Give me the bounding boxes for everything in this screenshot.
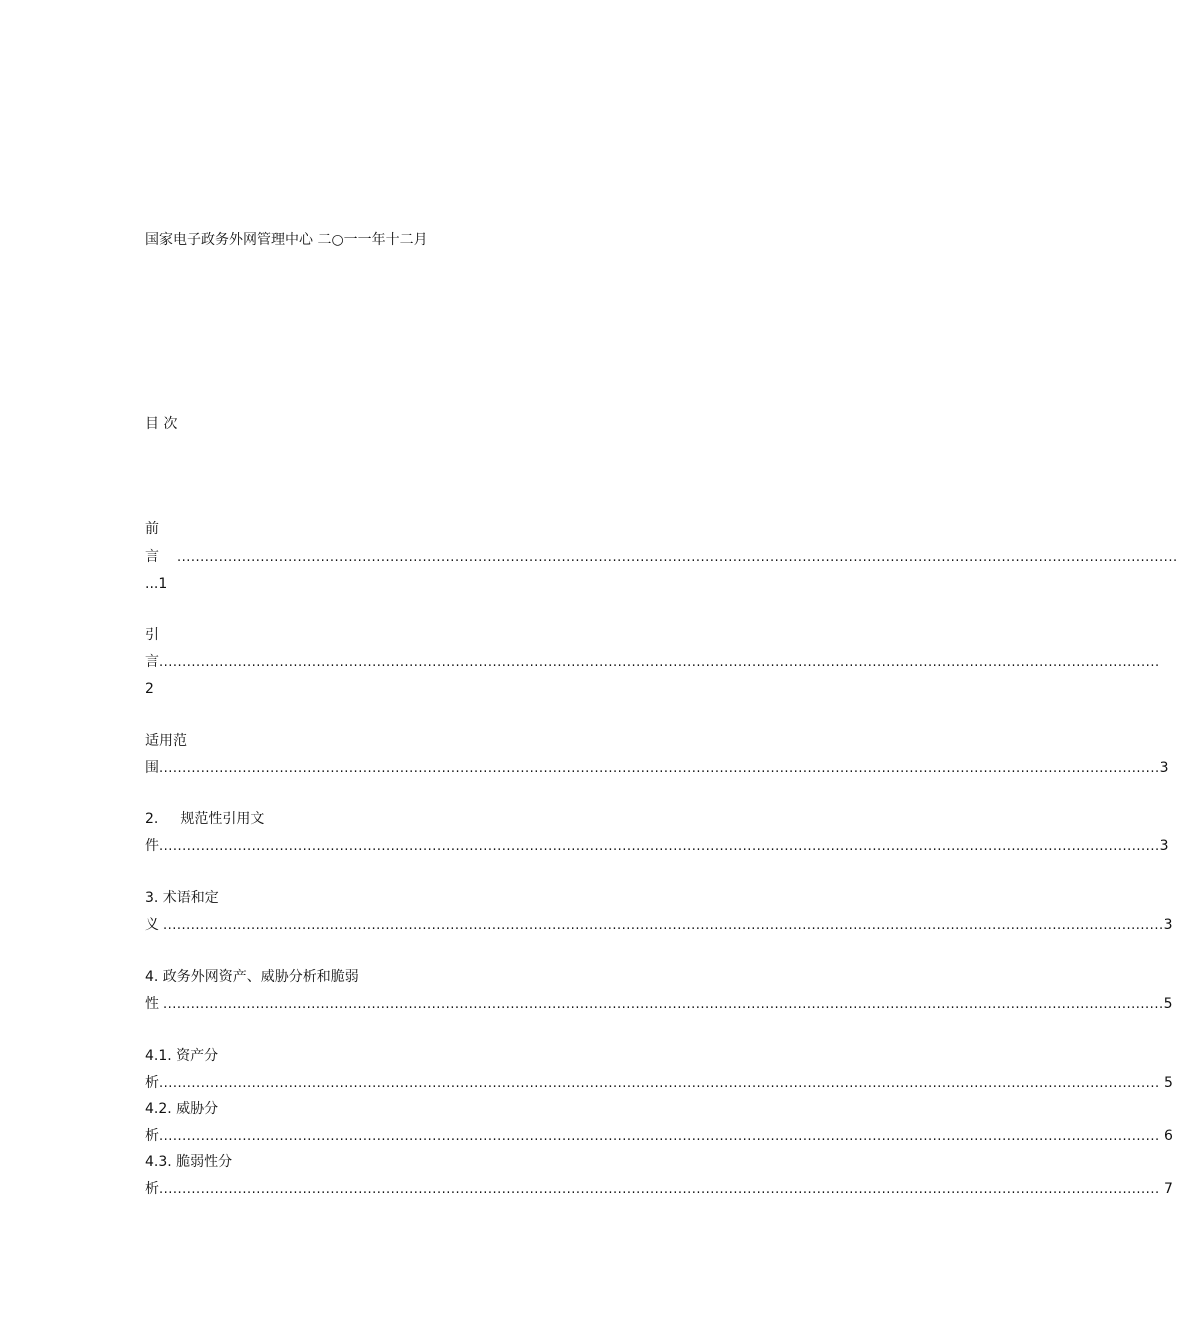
toc-entry-intro-line2 [145,653,1160,671]
toc-entry-lead: 析 [145,1128,159,1144]
toc-entry-number: 2. [145,811,159,827]
toc-entry-lead: 析 [145,1181,159,1197]
toc-entry-lead: 围 [145,760,159,776]
toc-leader-dots: ........................................................................................................................................................................................................................ [159,1129,1160,1144]
toc-leader-dots: ........................................................................................................................................................................................................................ [159,655,1160,670]
toc-page-number: 3 [1159,760,1169,776]
toc-entry-vuln-line2 [145,1180,1173,1198]
toc-page-number: 3 [1159,838,1169,854]
toc-entry-asset-line2 [145,1074,1173,1092]
toc-entry-threat-line2 [145,1127,1173,1145]
toc-page-number: 7 [1159,1181,1173,1197]
toc-entry-intro-line1: 引 [145,627,159,643]
toc-entry-preface-page: ...1 [145,576,168,592]
toc-page-number: 5 [1159,1075,1173,1091]
toc-page-number: 3 [1163,917,1173,933]
toc-leader-dots: ........................................................................................................................................................................................................................ [159,1076,1160,1091]
toc-entry-lead: 性 [145,996,159,1012]
toc-page-number: 6 [1159,1128,1173,1144]
toc-entry-lead: 析 [145,1075,159,1091]
toc-entry-preface-line1: 前 [145,521,159,537]
toc-entry-lead: 义 [145,917,159,933]
toc-leader-dots: ........................................................................................................................................................................................................................ [177,550,1178,565]
toc-entry-scope-line2 [145,759,1169,777]
toc-entry-lead: 件 [145,838,159,854]
toc-entry-analysis-line1: 4. 政务外网资产、威胁分析和脆弱 [145,969,359,985]
toc-entry-threat-line1: 4.2. 威胁分 [145,1101,219,1117]
toc-leader-dots: ........................................................................................................................................................................................................................ [159,761,1160,776]
toc-entry-lead: 言 [145,654,159,670]
toc-entry-intro-page: 2 [145,681,154,697]
toc-entry-terms-line2 [145,916,1173,934]
toc-entry-analysis-line2 [145,995,1173,1013]
issuer-date-line: 国家电子政务外网管理中心 二○一一年十二月 [145,232,428,248]
toc-leader-dots: ........................................................................................................................................................................................................................ [159,839,1160,854]
toc-entry-normative-line2 [145,837,1169,855]
toc-entry-asset-line1: 4.1. 资产分 [145,1048,219,1064]
toc-entry-normative-line1 [145,810,264,828]
toc-entry-preface-line2 [145,548,1178,566]
toc-entry-lead: 言 [145,549,159,565]
toc-title: 目 次 [145,416,178,432]
toc-entry-scope-line1: 适用范 [145,733,187,749]
toc-entry-vuln-line1: 4.3. 脆弱性分 [145,1154,233,1170]
toc-leader-dots: ........................................................................................................................................................................................................................ [159,1182,1160,1197]
toc-entry-title: 规范性引用文 [180,811,265,827]
toc-entry-terms-line1: 3. 术语和定 [145,890,219,906]
toc-leader-dots: ........................................................................................................................................................................................................................ [163,918,1164,933]
toc-page-number: 5 [1163,996,1173,1012]
toc-leader-dots: ........................................................................................................................................................................................................................ [163,997,1164,1012]
